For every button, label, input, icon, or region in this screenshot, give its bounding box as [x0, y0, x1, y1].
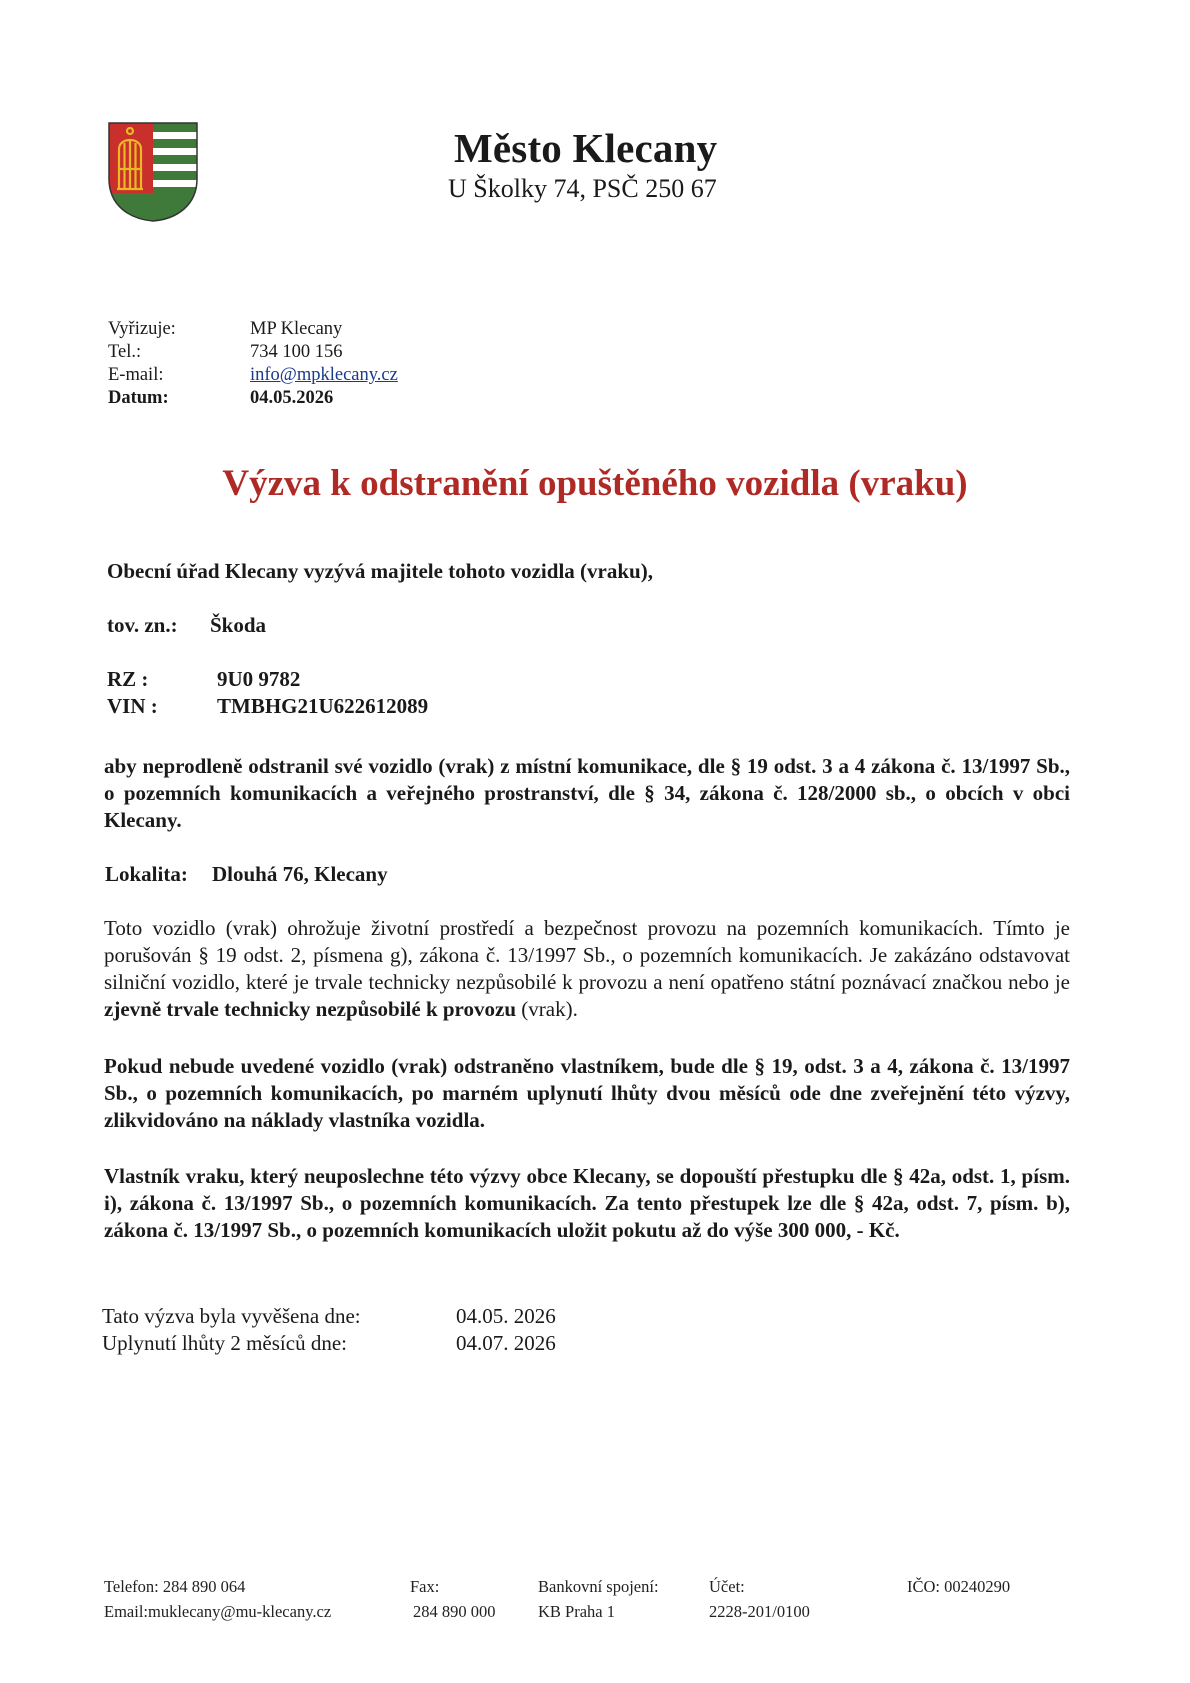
- phone-value: 734 100 156: [250, 342, 343, 362]
- email-label: E-mail:: [108, 365, 164, 385]
- vin-label: VIN :: [107, 694, 158, 718]
- footer-account-label: Účet:: [709, 1577, 745, 1596]
- threat-text-a: Toto vozidlo (vrak) ohrožuje životní prostředí a bezpečnost provozu na pozemních komunikacích. Tímto je porušován § 19 odst. 2, písmena g), zákona č. 13/1997 Sb., o pozemních komunikacích. Je zakázáno odstavovat silniční vozidlo, které je trvale technicky nezpůsobilé k provozu a není opatřeno státní poznávací značkou nebo je: [104, 916, 1070, 994]
- location-value: Dlouhá 76, Klecany: [212, 862, 388, 886]
- threat-text-bold: zjevně trvale technicky nezpůsobilé k provozu: [104, 997, 517, 1021]
- posted-date-value: 04.05. 2026: [456, 1304, 556, 1328]
- demand-paragraph: aby neprodleně odstranil své vozidlo (vrak) z místní komunikace, dle § 19 odst. 3 a 4 zákona č. 13/1997 Sb., o pozemních komunikacích a veřejného prostranství, dle § 34, zákona č. 128/2000 sb., o obcích v obci Klecany.: [104, 754, 1070, 832]
- city-name: Město Klecany: [454, 125, 718, 171]
- offence-paragraph: Vlastník vraku, který neuposlechne této výzvy obce Klecany, se dopouští přestupku dle § 42a, odst. 1, písm. i), zákona č. 13/1997 Sb., o pozemních komunikacích. Za tento přestupek lze dle § 42a, odst. 7, písm. b), zákona č. 13/1997 Sb., o pozemních komunikacích uložit pokutu až do výše 300 000, - Kč.: [104, 1164, 1070, 1242]
- phone-label: Tel.:: [108, 342, 142, 362]
- date-value: 04.05.2026: [250, 388, 334, 408]
- document-title: Výzva k odstranění opuštěného vozidla (vraku): [222, 463, 968, 504]
- expiry-date-value: 04.07. 2026: [456, 1331, 556, 1355]
- threat-paragraph: [104, 915, 1070, 1023]
- footer-email: Email:muklecany@mu-klecany.cz: [104, 1602, 332, 1621]
- brand-value: Škoda: [210, 613, 267, 637]
- brand-label: tov. zn.:: [107, 613, 178, 637]
- footer-phone: Telefon: 284 890 064: [104, 1577, 246, 1596]
- email-link[interactable]: info@mpklecany.cz: [250, 365, 398, 385]
- footer-bank-label: Bankovní spojení:: [538, 1577, 659, 1596]
- handled-by-label: Vyřizuje:: [108, 319, 176, 339]
- registration-label: RZ :: [107, 667, 149, 691]
- vin-value: TMBHG21U622612089: [217, 694, 429, 718]
- footer-fax-value: 284 890 000: [413, 1602, 496, 1621]
- footer-fax-label: Fax:: [410, 1577, 440, 1596]
- handled-by-value: MP Klecany: [250, 319, 343, 339]
- intro-text: Obecní úřad Klecany vyzývá majitele tohoto vozidla (vraku),: [107, 559, 653, 583]
- footer-bank-value: KB Praha 1: [538, 1602, 615, 1621]
- date-label: Datum:: [108, 388, 169, 408]
- threat-text-b: (vrak).: [516, 997, 578, 1021]
- location-label: Lokalita:: [105, 862, 188, 886]
- city-crest-logo: [107, 121, 199, 223]
- registration-value: 9U0 9782: [217, 667, 301, 691]
- posted-date-label: Tato výzva byla vyvěšena dne:: [102, 1304, 361, 1328]
- footer-ico: IČO: 00240290: [907, 1577, 1011, 1596]
- expiry-date-label: Uplynutí lhůty 2 měsíců dne:: [102, 1331, 347, 1355]
- disposal-paragraph: Pokud nebude uvedené vozidlo (vrak) odstraněno vlastníkem, bude dle § 19, odst. 3 a 4, zákona č. 13/1997 Sb., o pozemních komunikacích, po marném uplynutí lhůty dvou měsíců ode dne zveřejnění této výzvy, zlikvidováno na náklady vlastníka vozidla.: [104, 1054, 1070, 1132]
- city-address: U Školky 74, PSČ 250 67: [448, 174, 717, 203]
- footer-account-value: 2228-201/0100: [709, 1602, 810, 1621]
